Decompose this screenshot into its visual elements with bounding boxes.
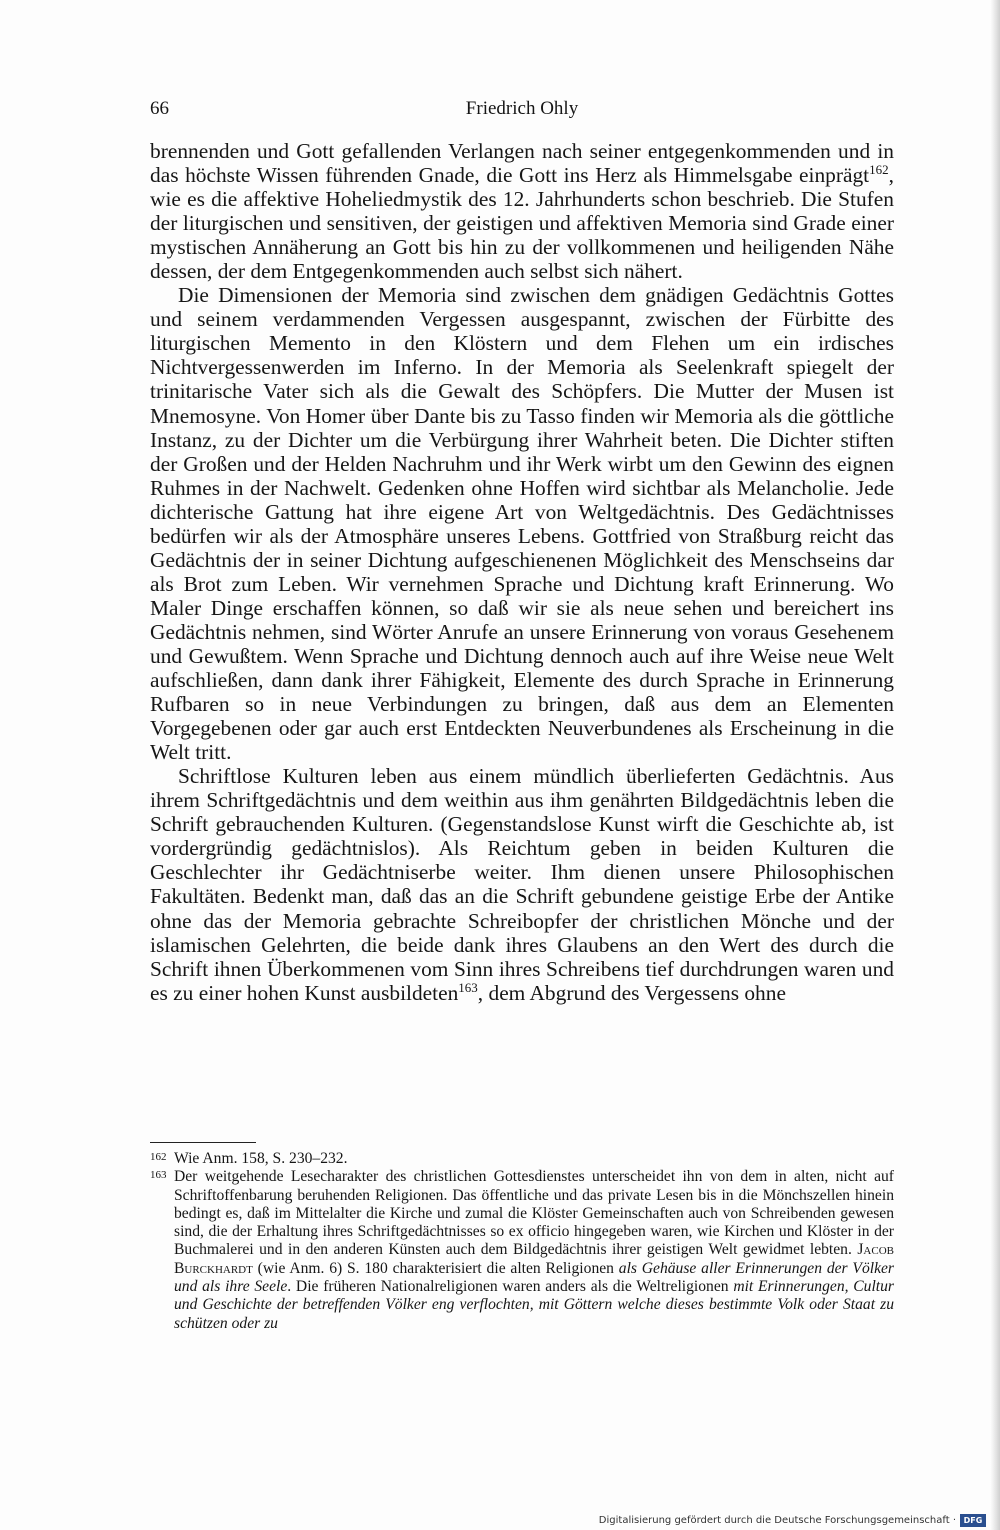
dfg-logo-icon: DFG [960, 1514, 986, 1527]
paragraph-2: Die Dimensionen der Memoria sind zwischen dem gnädigen Gedächtnis Gottes und seinem verdammenden Vergessen ausgespannt, zwischen der Fürbitte des liturgischen Memento in den Klöstern und dem Flehen um ein irdisches Nichtvergessenwerden im Inferno. In der Memoria als Seelenkraft spiegelt der trinitarische Vater sich als die Gewalt des Schöpfers. Die Mutter der Musen ist Mnemosyne. Von Homer über Dante bis zu Tasso finden wir Memoria als die göttliche Instanz, zu der Dichter um die Verbürgung ihrer Wahrheit beten. Die Dichter stiften der Großen und der Helden Nachruhm und ihr Werk wirbt um den Gewinn des eignen Ruhmes in der Nachwelt. Gedenken ohne Hoffen wird sichtbar als Melancholie. Jede dichterische Gattung hat ihre eigene Art von Weltgedächtnis. Des Gedächtnisses bedürfen wir als der Atmosphäre unseres Lebens. Gottfried von Straßburg reicht das Gedächtnis der in seiner Dichtung aufgeschienenen Möglichkeit des Menschseins dar als Brot zum Leben. Wir vernehmen Sprache und Dichtung kraft Erinnerung. Wo Maler Dinge erschaffen können, so daß wir sie als neue sehen und bereichert ins Gedächtnis nehmen, sind Wörter Anrufe an unsere Erinnerung von voraus Gesehenem und Gewußtem. Wenn Sprache und Dichtung dennoch auch auf ihre Weise neue Welt aufschließen, dann dank ihrer Fähigkeit, Elemente des durch Sprache in Erinnerung Rufbaren so in neue Verbindungen zu bringen, daß aus dem an Elementen Vorgegebenen oder gar auch erst Entdeckten Neuverbundenes als Erscheinung in die Welt tritt. [150, 283, 894, 765]
footnote-quote-1: als Gehäuse aller Erinnerungen der Völker und als ihre Seele [174, 1259, 894, 1296]
credit-text: Digitalisierung gefördert durch die Deutsche Forschungsgemeinschaft · [598, 1514, 956, 1526]
body-text [150, 139, 894, 1005]
footnote-text-b: (wie Anm. 6) S. 180 charakterisiert die alten Religionen [257, 1259, 614, 1277]
footnote-162 [150, 1150, 894, 1168]
footnote-number: 162 [150, 1151, 167, 1163]
paragraph-1-text-b: , wie es die affektive Hoheliedmystik des 12. Jahrhunderts schon beschrieb. Die Stufen der liturgischen und sensitiven, der geistigen und affektiven Memoria sind Grade einer mystischen Annäherung an Gott bis hin zu der vollkommenen und heiligenden Nähe dessen, der dem Entgegenkommenden auch selbst sich nähert. [150, 163, 894, 284]
footnote-ref-162: 162 [869, 161, 889, 177]
paragraph-3-text-b: , dem Abgrund des Vergessens ohne [477, 980, 786, 1005]
running-title: Friedrich Ohly [465, 98, 579, 119]
footnote-ref-163: 163 [458, 979, 478, 995]
page-edge-shadow [990, 0, 1000, 1530]
paragraph-3-text-a: Schriftlose Kulturen leben aus einem mündlich überlieferten Gedächtnis. Aus ihrem Schriftgedächtnis und dem weithin aus ihm genährten Bildgedächtnis leben die Schrift gebrauchenden Kulturen. (Gegenstandslose Kunst wirft die Geschichte ab, ist vordergründig gedächtnislos). Als Reichtum geben in beiden Kulturen die Geschlechter ihr Gedächtniserbe weiter. Ihm dienen unsere Philosophischen Fakultäten. Bedenkt man, daß das an die Schrift gebundene geistige Erbe der Antike ohne das der Memoria gebrachte Schreibopfer der christlichen Mönche und der islamischen Gelehrten, die beide dank ihres Glaubens an den Wert des durch die Schrift ihnen Überkommenen vom Sinn ihres Schreibens tief durchdrungen waren und es zu einer hohen Kunst ausbildeten [150, 764, 894, 1005]
footnote-separator [150, 1142, 256, 1143]
paragraph-1-text-a: brennenden und Gott gefallenden Verlangen nach seiner entgegenkommenden und in das höchste Wissen führenden Gnade, die Gott ins Herz als Himmelsgabe einprägt [150, 139, 894, 188]
footnotes [150, 1150, 894, 1333]
footnote-163 [150, 1168, 894, 1333]
footnote-quote-2: mit Erinnerungen, Cultur und Geschichte der betreffenden Völker eng verflochten, mit Göttern welche dieses bestimmte Volk oder Staat zu schützen oder zu [174, 1278, 894, 1332]
paragraph-1 [150, 139, 894, 283]
page-number: 66 [150, 98, 169, 119]
footnote-text-a: Der weitgehende Lesecharakter des christlichen Gottesdienstes unterscheidet ihn von dem in alten, nicht auf Schriftoffenbarung beruhenden Religionen. Das öffentliche und das private Lesen bis in die Mönchszellen hinein bedingt es, daß im Mittelalter die Kirche und zumal die Klöster Gemeinschaften auch von Schreibenden gewesen sind, die der Erhaltung ihres Schriftgedächtnisses so ex officio hingegeben waren, wie Kirchen und Klöster in der Buchmalerei und in den anderen Künsten auch dem Bildgedächtnis ihrer geistigen Welt gewidmet lebten. [174, 1168, 894, 1259]
footnote-author-name: Jacob Burckhardt [174, 1241, 894, 1277]
paragraph-3 [150, 764, 894, 1004]
footnote-text: Wie Anm. 158, S. 230–232. [174, 1150, 348, 1167]
running-head [150, 94, 894, 124]
footnote-number: 163 [150, 1169, 167, 1182]
digitization-credit [599, 1512, 986, 1528]
footnote-text-c: . Die früheren Nationalreligionen waren anders als die Weltreligionen [287, 1278, 729, 1296]
